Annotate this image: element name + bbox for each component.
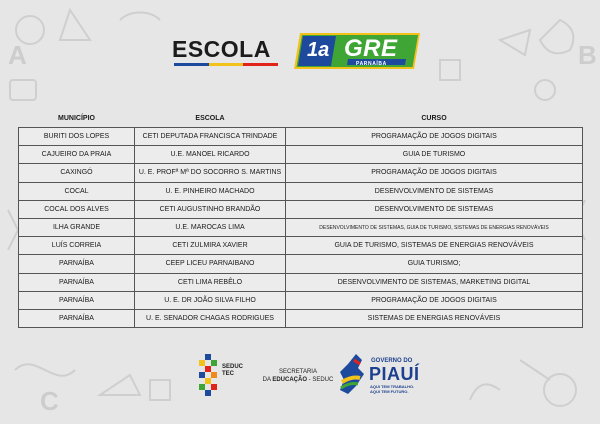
cell-curso: GUIA DE TURISMO, SISTEMAS DE ENERGIAS RENOVÁVEIS [286,237,583,255]
table-row [19,146,583,164]
table-row [19,218,583,236]
cell-escola: CETI AUGUSTINHO BRANDÃO [135,200,286,218]
cell-escola: CETI LIMA REBÊLO [135,273,286,291]
footer [0,348,600,418]
cell-escola: U. E. PROFª Mª DO SOCORRO S. MARTINS [135,164,286,182]
cell-escola: CEEP LICEU PARNAIBANO [135,255,286,273]
cell-curso: GUIA DE TURISMO [286,146,583,164]
gre-number: 1a [307,39,330,61]
header-municipio: MUNICÍPIO [19,110,135,128]
gre-title: GRE [344,35,398,62]
governo-label: GOVERNO DO [371,358,413,364]
cell-municipio: COCAL DOS ALVES [19,200,135,218]
cell-escola: CETI ZULMIRA XAVIER [135,237,286,255]
table-row [19,237,583,255]
table-row [19,273,583,291]
header-curso: CURSO [286,110,583,128]
cell-municipio: LUÍS CORREIA [19,237,135,255]
cell-municipio: PARNAÍBA [19,309,135,327]
cell-municipio: ILHA GRANDE [19,218,135,236]
cell-curso: DESENVOLVIMENTO DE SISTEMAS, MARKETING DIGITAL [286,273,583,291]
schools-table [18,110,582,328]
cell-escola: U.E. MANOEL RICARDO [135,146,286,164]
escola-title: ESCOLA [172,36,271,62]
cell-curso: PROGRAMAÇÃO DE JOGOS DIGITAIS [286,128,583,146]
piaui-map-logo-icon [336,352,368,396]
cell-municipio: CAJUEIRO DA PRAIA [19,146,135,164]
svg-text:B: B [578,40,597,70]
escola-underline [174,63,278,66]
cell-municipio: PARNAÍBA [19,273,135,291]
table-row [19,255,583,273]
cell-escola: U. E. SENADOR CHAGAS RODRIGUES [135,309,286,327]
secretaria-label: SECRETARIA DA EDUCAÇÃO - SEDUC [262,369,334,383]
cell-curso: DESENVOLVIMENTO DE SISTEMAS [286,182,583,200]
governo-slogan: AQUI TEM TRABALHO. AQUI TEM FUTURO. [370,384,415,394]
cell-curso: DESENVOLVIMENTO DE SISTEMAS [286,200,583,218]
cell-curso: SISTEMAS DE ENERGIAS RENOVÁVEIS [286,309,583,327]
cell-escola: U.E. MAROCAS LIMA [135,218,286,236]
svg-text:C: C [40,386,59,416]
seduc-tec-label: SEDUC TEC [222,364,244,377]
seduc-tec-logo-icon [196,354,222,396]
table-row [19,200,583,218]
cell-escola: CETI DEPUTADA FRANCISCA TRINDADE [135,128,286,146]
cell-municipio: BURITI DOS LOPES [19,128,135,146]
cell-escola: U. E. DR JOÃO SILVA FILHO [135,291,286,309]
cell-curso: DESENVOLVIMENTO DE SISTEMAS, GUIA DE TURISMO, SISTEMAS DE ENERGIAS RENOVÁVEIS [286,218,583,236]
cell-municipio: PARNAÍBA [19,255,135,273]
gre-subtitle: PARNAÍBA [356,61,387,67]
svg-text:A: A [8,40,27,70]
table-row [19,309,583,327]
cell-municipio: PARNAÍBA [19,291,135,309]
header [0,30,600,74]
piaui-label: PIAUÍ [369,364,420,384]
cell-curso: PROGRAMAÇÃO DE JOGOS DIGITAIS [286,291,583,309]
table-row [19,164,583,182]
cell-municipio: COCAL [19,182,135,200]
table-row [19,182,583,200]
cell-municipio: CAXINGÓ [19,164,135,182]
table-row [19,291,583,309]
table-row [19,128,583,146]
header-escola: ESCOLA [135,110,286,128]
cell-curso: GUIA TURISMO; [286,255,583,273]
cell-escola: U. E. PINHEIRO MACHADO [135,182,286,200]
gre-badge [292,31,424,71]
table-header-row [19,110,583,128]
cell-curso: PROGRAMAÇÃO DE JOGOS DIGITAIS [286,164,583,182]
